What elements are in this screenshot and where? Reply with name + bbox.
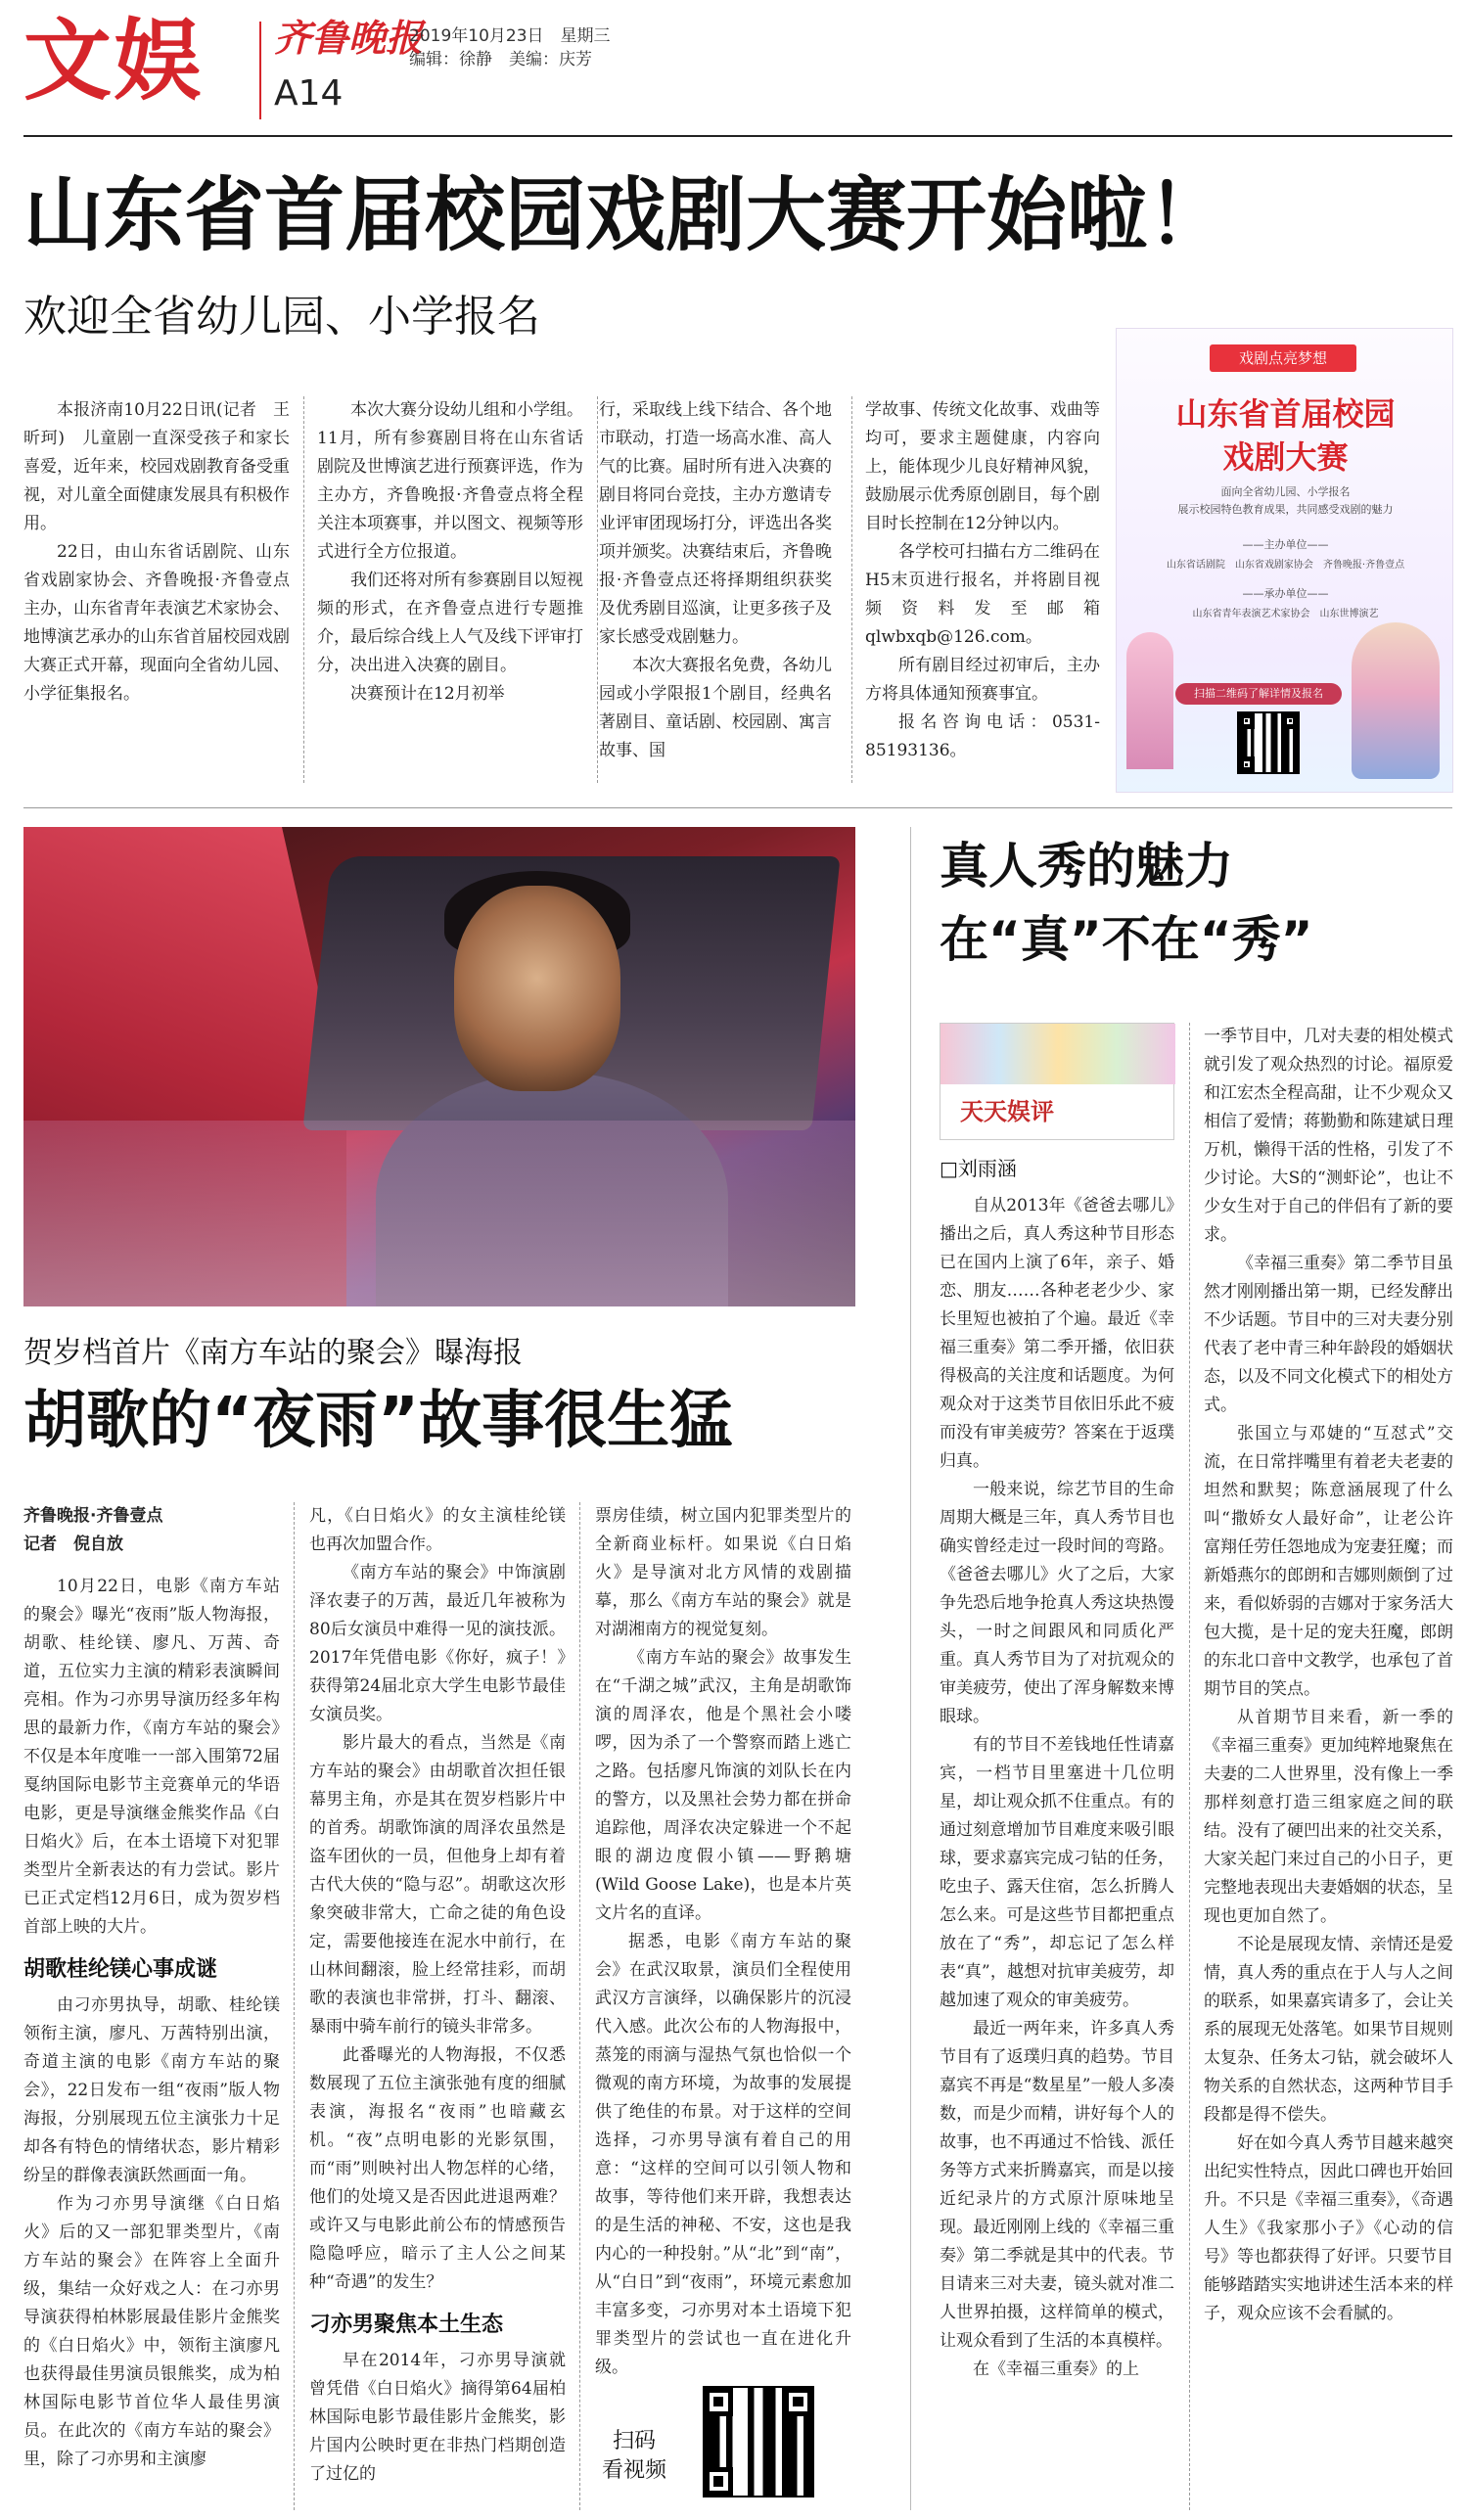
ad-title-line2: 戏剧大赛	[1222, 438, 1349, 476]
story3-col2	[1204, 1023, 1453, 2510]
video-qr-code[interactable]	[705, 2388, 812, 2496]
paragraph: 票房佳绩，树立国内犯罪类型片的全新商业标杆。如果说《白日焰火》是导演对北方风情的戏剧描摹，那么《南方车站的聚会》就是对湖湘南方的视觉复刻。	[595, 1506, 851, 1639]
column-divider	[1189, 1023, 1190, 2510]
paragraph: 所有剧目经过初审后，主办方将具体通知预赛事宜。	[865, 656, 1100, 704]
paragraph: 《幸福三重奏》第二季节目虽然才刚刚播出第一期，已经发酵出不少话题。节目中的三对夫妻分别代表了老中青三种年龄段的婚姻状态，以及不同文化模式下的相处方式。	[1204, 1254, 1453, 1415]
column-name: 天天娱评	[960, 1098, 1054, 1125]
paragraph: 《南方车站的聚会》中饰演剧泽农妻子的万茜，最近几年被称为80后女演员中难得一见的演技派。2017年凭借电影《你好，疯子！》获得第24届北京大学生电影节最佳女演员奖。	[309, 1563, 566, 1724]
byline-reporter: 记者 倪自放	[23, 1535, 123, 1554]
story1-col1	[23, 396, 290, 783]
story1-col4	[865, 396, 1100, 783]
paragraph: 学故事、传统文化故事、戏曲等均可，要求主题健康，内容向上，能体现少儿良好精神风貌，鼓励展示优秀原创剧目，每个剧目时长控制在12分钟以内。	[865, 400, 1100, 533]
section-divider	[910, 827, 911, 2510]
subsection-heading: 刁亦男聚焦本土生态	[309, 2313, 504, 2337]
story3-headline-1: 真人秀的魅力	[940, 838, 1233, 894]
masthead-rule	[23, 135, 1452, 137]
paragraph: 此番曝光的人物海报，不仅悉数展现了五位主演张弛有度的细腻表演，海报名“夜雨”也暗藏玄机。“夜”点明电影的光影氛围，而“雨”则映衬出人物怎样的心绪，他们的处境又是否因此进退两难？或许又与电影此前公布的情感预告隐隐呼应，暗示了主人公之间某种“奇遇”的发生？	[309, 2045, 566, 2292]
paragraph: 本报济南10月22日讯(记者 王昕珂) 儿童剧一直深受孩子和家长喜爱，近年来，校园戏剧教育备受重视，对儿童全面健康发展具有积极作用。	[23, 400, 290, 533]
column-logo	[940, 1023, 1174, 1140]
column-divider	[303, 396, 304, 783]
page-number: A14	[274, 73, 344, 114]
story2-col1	[23, 1502, 280, 2510]
story3-col1	[940, 1192, 1174, 2508]
masthead-divider	[259, 22, 261, 119]
paragraph: 本次大赛报名免费，各幼儿园或小学限报1个剧目，经典名著剧目、童话剧、校园剧、寓言故事、国	[599, 656, 832, 760]
paragraph: 各学校可扫描右方二维码在H5末页进行报名，并将剧目视频资料发至邮箱qlwbxqb@126.com。	[865, 542, 1100, 647]
story2-col3	[595, 1502, 851, 2383]
contest-poster-ad[interactable]	[1116, 328, 1453, 793]
paragraph: 从首期节目来看，新一季的《幸福三重奏》更加纯粹地聚焦在夫妻的二人世界里，没有像上一季那样刻意打造三组家庭之间的联结。没有了硬凹出来的社交关系，大家关起门来过自己的小日子，更完整地表现出夫妻婚姻的状态，呈现也更加自然了。	[1204, 1708, 1453, 1926]
paragraph: 好在如今真人秀节目越来越突出纪实性特点，因此口碑也开始回升。不只是《幸福三重奏》，《奇遇人生》《我家那小子》《心动的信号》等也都获得了好评。只要节目能够踏踏实实地讲述生活本来的样子，观众应该不会看腻的。	[1204, 2133, 1453, 2323]
issue-date: 2019年10月23日 星期三	[409, 26, 611, 46]
movie-still-photo	[23, 827, 855, 1306]
ad-organizers: 山东省话剧院 山东省戏剧家协会 齐鲁晚报·齐鲁壹点	[1166, 560, 1405, 571]
section-rule	[23, 807, 1452, 808]
story1-headline: 山东省首届校园戏剧大赛开始啦！	[23, 169, 1228, 262]
column-divider	[294, 1502, 295, 2510]
paragraph: 据悉，电影《南方车站的聚会》在武汉取景，演员们全程使用武汉方言演绎，以确保影片的沉浸代入感。此次公布的人物海报中，蒸笼的雨滴与湿热气氛也恰似一个微观的南方环境，为故事的发展提供了绝佳的布景。对于这样的空间选择，刁亦男导演有着自己的用意：“这样的空间可以引领人物和故事，等待他们来开辟，我想表达的是生活的神秘、不安，这也是我内心的一种投射。”从“北”到“南”，从“白日”到“夜雨”，环境元素愈加丰富多变，刁亦男对本土语境下犯罪类型片的尝试也一直在进化升级。	[595, 1932, 851, 2377]
paragraph: 报名咨询电话：0531-85193136。	[865, 712, 1100, 760]
paragraph: 一般来说，综艺节目的生命周期大概是三年，真人秀节目也确实曾经走过一段时间的弯路。《爸爸去哪儿》火了之后，大家争先恐后地争抢真人秀这块热馒头，一时之间跟风和同质化严重。真人秀节目为了对抗观众的审美疲劳，使出了浑身解数来博眼球。	[940, 1480, 1174, 1726]
ad-tagline-2: 展示校园特色教育成果，共同感受戏剧的魅力	[1177, 503, 1394, 516]
paragraph: 由刁亦男执导，胡歌、桂纶镁领衔主演，廖凡、万茜特别出演，奇道主演的电影《南方车站的聚会》，22日发布一组“夜雨”版人物海报，分别展现五位主演张力十足却各有特色的情绪状态，影片精彩纷呈的群像表演跃然画面一角。	[23, 1995, 280, 2185]
ad-host-label: ——承办单位——	[1242, 587, 1329, 600]
paragraph: 《南方车站的聚会》故事发生在“千湖之城”武汉，主角是胡歌饰演的周泽农，他是个黑社会小喽啰，因为杀了一个警察而踏上逃亡之路。包括廖凡饰演的刘队长在内的警方，以及黑社会势力都在拼命追踪他，周泽农决定躲进一个不起眼的湖边度假小镇——野鹅塘(Wild Goose Lake)，也是本片英文片名的直译。	[595, 1648, 851, 1923]
paragraph: 10月22日，电影《南方车站的聚会》曝光“夜雨”版人物海报，胡歌、桂纶镁、廖凡、万茜、奇道，五位实力主演的精彩表演瞬间亮相。作为刁亦男导演历经多年构思的最新力作，《南方车站的聚会》不仅是本年度唯一一部入围第72届戛纳国际电影节主竞赛单元的华语电影，更是导演继金熊奖作品《白日焰火》后，在本土语境下对犯罪类型片全新表达的有力尝试。影片已正式定档12月6日，成为贺岁档首部上映的大片。	[23, 1577, 280, 1937]
story1-subhead: 欢迎全省幼儿园、小学报名	[23, 292, 540, 342]
paragraph: 在《幸福三重奏》的上	[973, 2360, 1139, 2379]
column-banner-image	[940, 1024, 1175, 1084]
paragraph: 影片最大的看点，当然是《南方车站的聚会》由胡歌首次担任银幕男主角，亦是其在贺岁档影片中的首秀。胡歌饰演的周泽农虽然是盗车团伙的一员，但他身上却有着古代大侠的“隐与忍”。胡歌这次形象突破非常大，亡命之徒的角色设定，需要他接连在泥水中前行，在山林间翻滚，脸上经常挂彩，而胡歌的表演也非常拼，打斗、翻滚、暴雨中骑车前行的镜头非常多。	[309, 1733, 566, 2037]
paragraph: 22日，由山东省话剧院、山东省戏剧家协会、齐鲁晚报·齐鲁壹点主办，山东省青年表演艺术家协会、地博演艺承办的山东省首届校园戏剧大赛正式开幕，现面向全省幼儿园、小学征集报名。	[23, 542, 290, 704]
paragraph: 有的节目不差钱地任性请嘉宾，一档节目里塞进十几位明星，却让观众抓不住重点。有的通过刻意增加节目难度来吸引眼球，要求嘉宾完成刁钻的任务，吃虫子、露天住宿，怎么折腾人怎么来。可是这些节目都把重点放在了“秀”，却忘记了怎么样表“真”，越想对抗审美疲劳，却越加速了观众的审美疲劳。	[940, 1735, 1174, 2010]
column-divider	[597, 396, 598, 783]
paragraph: 张国立与邓婕的“互怼式”交流，在日常拌嘴里有着老夫老妻的坦然和默契；陈意涵展现了什么叫“撒娇女人最好命”，让老公许富翔任劳任怨地成为宠妻狂魔；而新婚燕尔的郎朗和吉娜则颇倒了过来，看似娇弱的吉娜对于家务活大包大揽，是十足的宠夫狂魔，郎朗的东北口音中文教学，也承包了首期节目的笑点。	[1204, 1424, 1453, 1699]
ad-qr-code[interactable]	[1239, 713, 1298, 772]
paragraph: 不论是展现友情、亲情还是爱情，真人秀的重点在于人与人之间的联系，如果嘉宾请多了，会让关系的展现无处落笔。如果节目规则太复杂、任务太刁钻，就会破坏人物关系的自然状态，这两种节目手段都是得不偿失。	[1204, 1935, 1453, 2125]
column-divider	[579, 1502, 580, 2510]
ad-scan-button[interactable]: 扫描二维码了解详情及报名	[1175, 683, 1342, 705]
story2-col2	[309, 1502, 566, 2510]
scan-line2: 看视频	[602, 2458, 667, 2483]
paragraph: 最近一两年来，许多真人秀节目有了返璞归真的趋势。节目嘉宾不再是“数星星”一般人多凑数，而是少而精，讲好每个人的故事，也不再通过不恰钱、派任务等方式来折腾嘉宾，而是以接近纪录片的方式原汁原味地呈现。最近刚刚上线的《幸福三重奏》第二季就是其中的代表。节目请来三对夫妻，镜头就对准二人世界拍摄，这样简单的模式，让观众看到了生活的本真模样。	[940, 2019, 1174, 2351]
girl-illustration	[1352, 622, 1440, 779]
scan-line1: 扫码	[613, 2429, 657, 2453]
paragraph: 决赛预计在12月初举	[350, 684, 505, 704]
paragraph: 我们还将对所有参赛剧目以短视频的形式，在齐鲁壹点进行专题推介，最后综合线上人气及线下评审打分，决出进入决赛的剧目。	[317, 571, 583, 675]
editor-credits: 编辑：徐静 美编：庆芳	[409, 50, 592, 69]
newspaper-name: 齐鲁晚报	[274, 16, 424, 60]
story3-headline-2: 在“真”不在“秀”	[940, 911, 1313, 968]
byline-outlet: 齐鲁晚报·齐鲁壹点	[23, 1506, 163, 1526]
ad-hosts: 山东省青年表演艺术家协会 山东世博演艺	[1192, 609, 1379, 619]
story1-col2	[317, 396, 583, 783]
story2-headline: 胡歌的“夜雨”故事很生猛	[23, 1385, 733, 1457]
paragraph: 作为刁亦男导演继《白日焰火》后的又一部犯罪类型片，《南方车站的聚会》在阵容上全面升级，集结一众好戏之人：在刁亦男导演获得柏林影展最佳影片金熊奖的《白日焰火》中，领衔主演廖凡也获得最佳男演员银熊奖，成为柏林国际电影节首位华人最佳男演员。在此次的《南方车站的聚会》里，除了刁亦男和主演廖	[23, 2194, 280, 2469]
castle-illustration	[1126, 632, 1173, 769]
paragraph: 凡，《白日焰火》的女主演桂纶镁也再次加盟合作。	[309, 1506, 566, 1554]
story1-col3	[599, 396, 832, 783]
story2-kicker: 贺岁档首片《南方车站的聚会》曝海报	[23, 1336, 523, 1370]
ad-title-line1: 山东省首届校园	[1175, 395, 1396, 433]
ad-tag: 戏剧点亮梦想	[1210, 344, 1356, 372]
paragraph: 一季节目中，几对夫妻的相处模式就引发了观众热烈的讨论。福原爱和江宏杰全程高甜，让不少观众又相信了爱情；蒋勤勤和陈建斌日理万机，懒得干活的性格，引发了不少讨论。大S的“测虾论”，也让不少女生对于自己的伴侣有了新的要求。	[1204, 1027, 1453, 1245]
paragraph: 早在2014年，刁亦男导演就曾凭借《白日焰火》摘得第64届柏林国际电影节最佳影片金熊奖，影片国内公映时更在非热门档期创造了过亿的	[309, 2351, 566, 2484]
paragraph: 本次大赛分设幼儿组和小学组。11月，所有参赛剧目将在山东省话剧院及世博演艺进行预赛评选，作为主办方，齐鲁晚报·齐鲁壹点将全程关注本项赛事，并以图文、视频等形式进行全方位报道。	[317, 400, 583, 562]
paragraph: 自从2013年《爸爸去哪儿》播出之后，真人秀这种节目形态已在国内上演了6年，亲子、婚恋、朋友……各种老老少少、家长里短也被拍了个遍。最近《幸福三重奏》第二季开播，依旧获得极高的关注度和话题度。为何观众对于这类节目依旧乐此不疲而没有审美疲劳？答案在于返璞归真。	[940, 1196, 1174, 1471]
column-divider	[851, 396, 852, 783]
column-author: □刘雨涵	[940, 1157, 1017, 1180]
paragraph: 行，采取线上线下结合、各个地市联动，打造一场高水准、高人气的比赛。届时所有进入决赛的剧目将同台竞技，主办方邀请专业评审团现场打分，评选出各奖项并颁奖。决赛结束后，齐鲁晚报·齐鲁壹点还将择期组织获奖及优秀剧目巡演，让更多孩子及家长感受戏剧魅力。	[599, 400, 832, 647]
scan-video-label	[602, 2427, 666, 2486]
ad-tagline-1: 面向全省幼儿园、小学报名	[1220, 485, 1351, 498]
subsection-heading: 胡歌桂纶镁心事成谜	[23, 1957, 218, 1982]
ad-organizer-label: ——主办单位——	[1242, 538, 1329, 551]
section-title: 文娱	[23, 10, 204, 113]
